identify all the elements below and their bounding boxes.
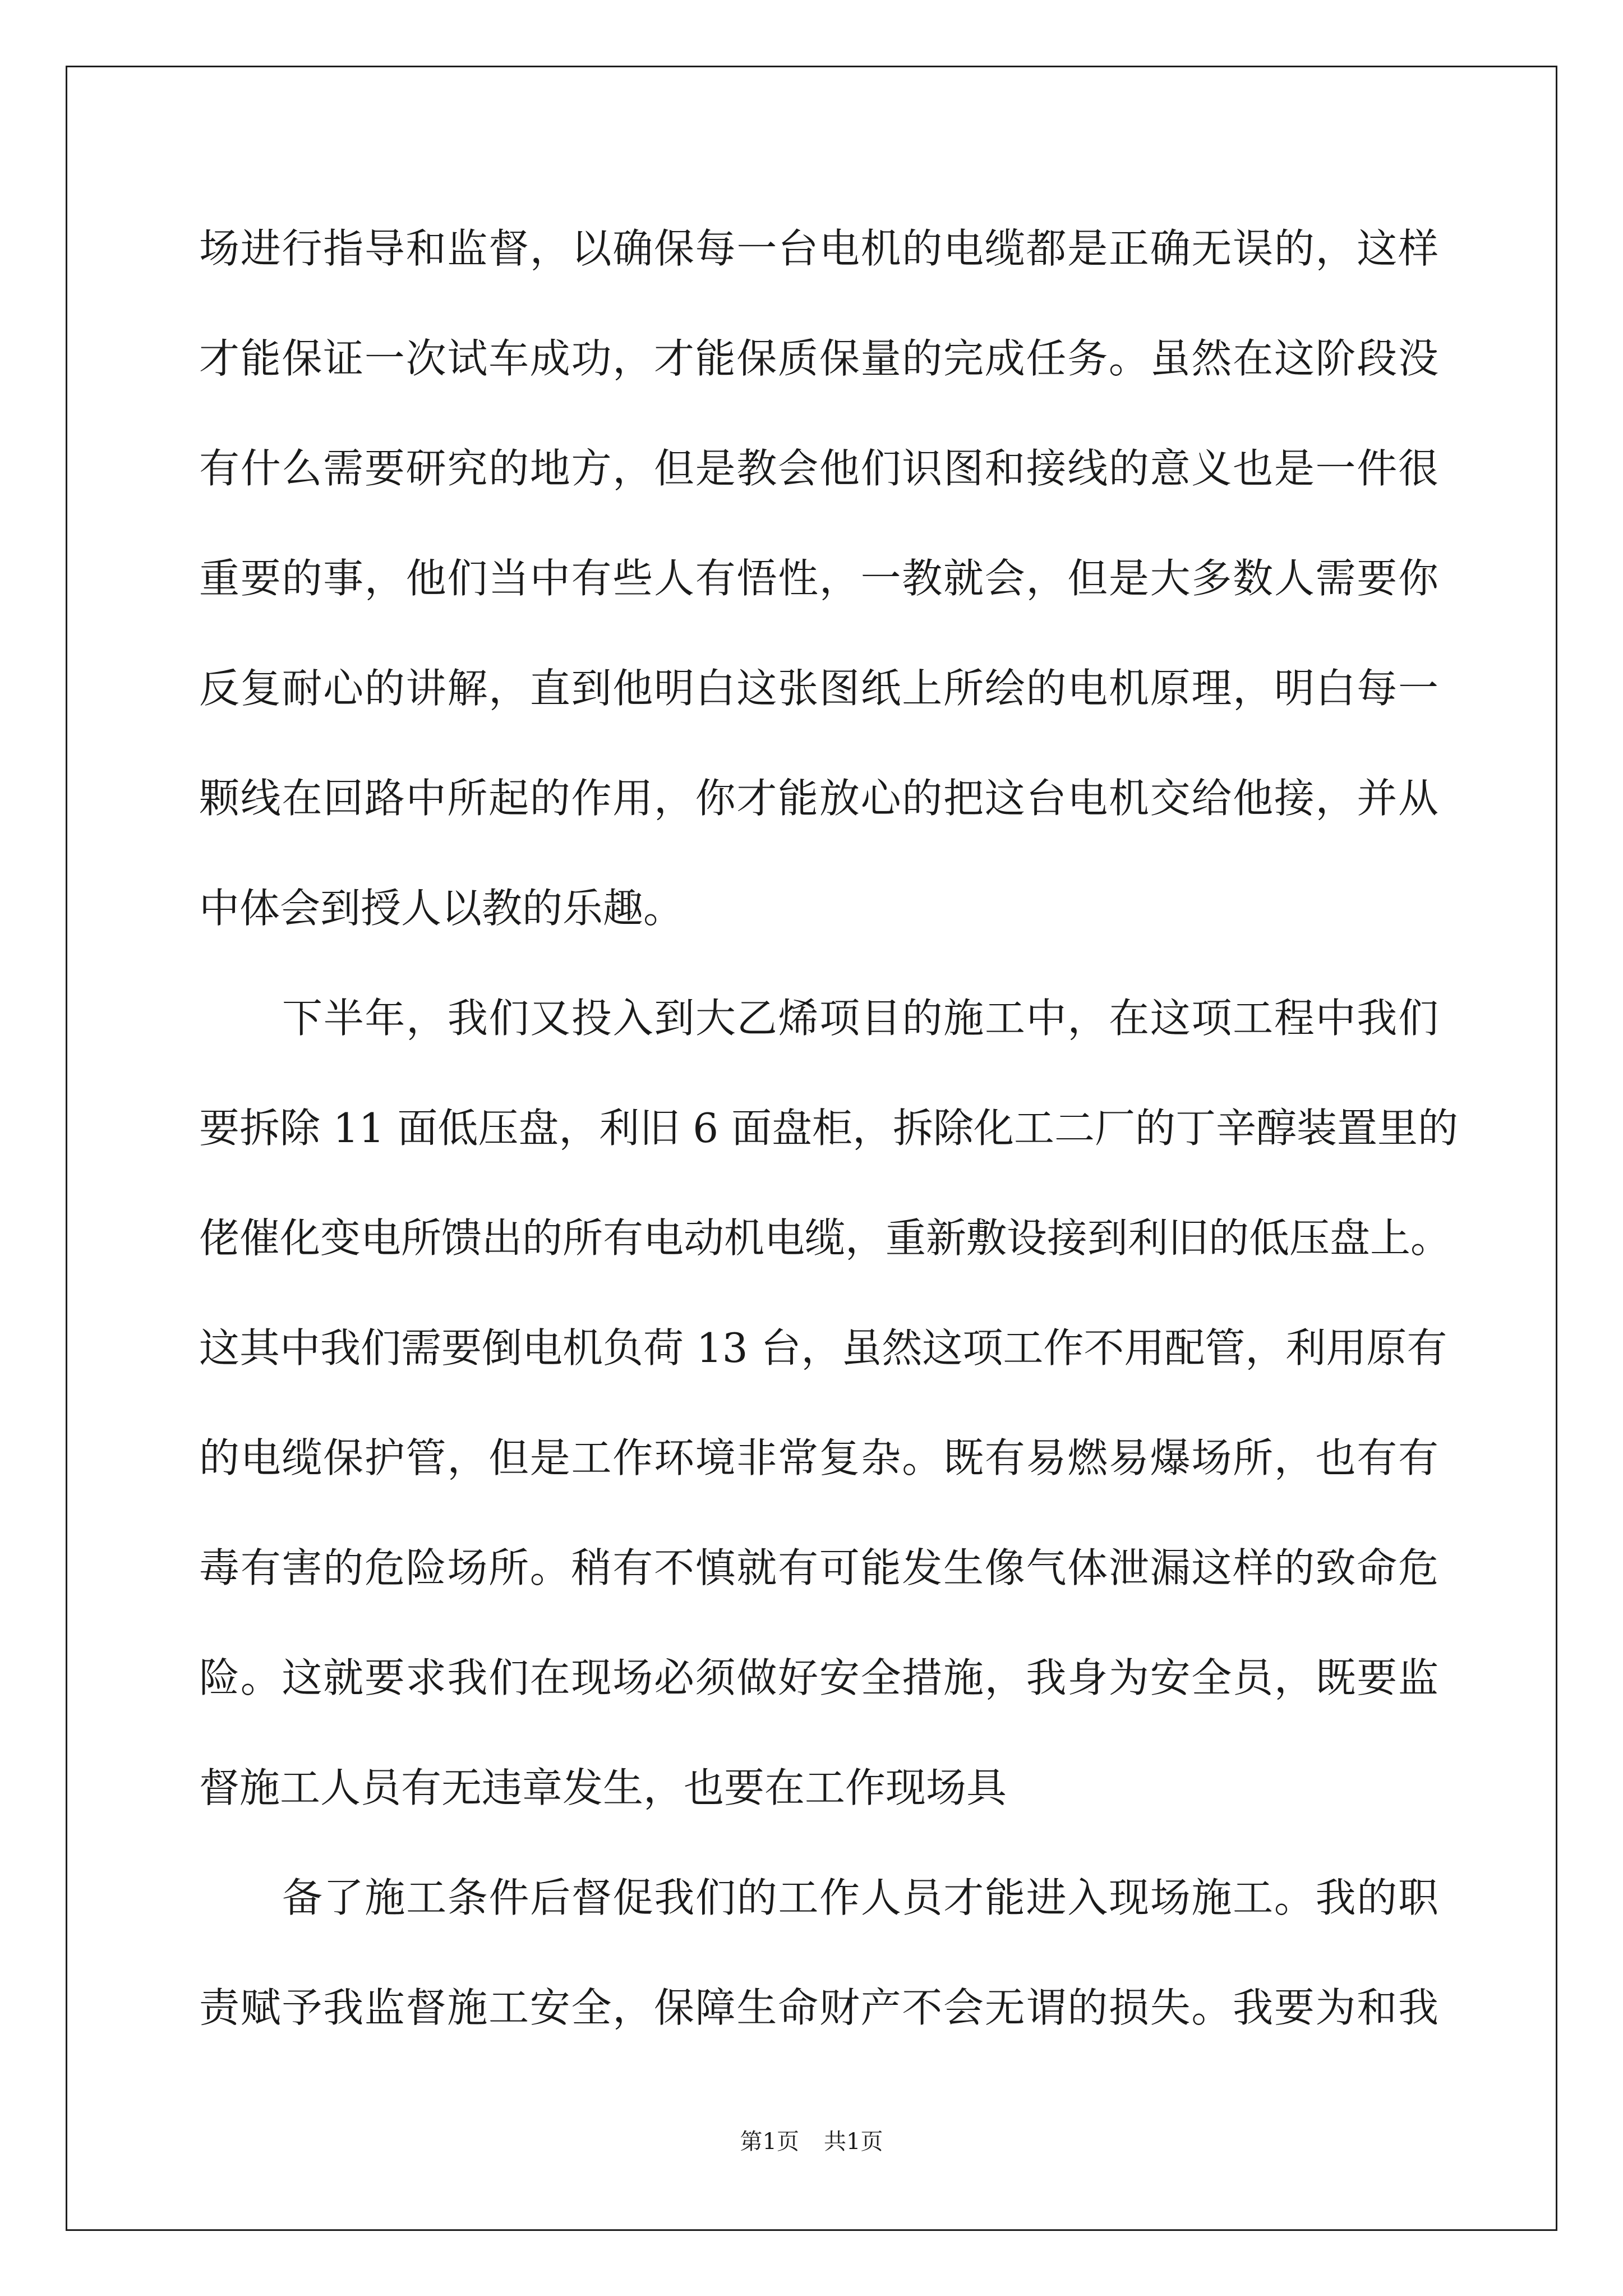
text-line-16: 备了施工条件后督促我们的工作人员才能进入现场施工。我的职: [282, 1874, 1438, 1921]
text-line-11: 这其中我们需要倒电机负荷 13 台，虽然这项工作不用配管，利用原有: [199, 1324, 1447, 1372]
text-line-15: 督施工人员有无违章发生，也要在工作现场具: [199, 1764, 1007, 1811]
text-line-17: 责赋予我监督施工安全，保障生命财产不会无谓的损失。我要为和我: [199, 1984, 1438, 2031]
text-line-4: 重要的事，他们当中有些人有悟性，一教就会，但是大多数人需要你: [199, 555, 1438, 602]
text-line-9: 要拆除 11 面低压盘，利旧 6 面盘柜，拆除化工二厂的丁辛醇装置里的: [199, 1105, 1458, 1152]
text-line-10: 佬催化变电所馈出的所有电动机电缆，重新敷设接到利旧的低压盘上。: [199, 1214, 1451, 1262]
page-number-current: 第1页: [740, 2129, 799, 2155]
text-line-6: 颗线在回路中所起的作用，你才能放心的把这台电机交给他接，并从: [199, 775, 1438, 822]
text-line-8: 下半年，我们又投入到大乙烯项目的施工中，在这项工程中我们: [282, 995, 1438, 1042]
document-body: [199, 194, 1458, 2063]
page-number-total: 共1页: [824, 2129, 883, 2155]
text-line-5: 反复耐心的讲解，直到他明白这张图纸上所绘的电机原理，明白每一: [199, 665, 1438, 712]
text-line-2: 才能保证一次试车成功，才能保质保量的完成任务。虽然在这阶段没: [199, 335, 1438, 382]
text-line-3: 有什么需要研究的地方，但是教会他们识图和接线的意义也是一件很: [199, 445, 1438, 492]
text-line-13: 毒有害的危险场所。稍有不慎就有可能发生像气体泄漏这样的致命危: [199, 1544, 1438, 1591]
text-line-7: 中体会到授人以教的乐趣。: [199, 885, 684, 932]
text-line-12: 的电缆保护管，但是工作环境非常复杂。既有易燃易爆场所，也有有: [199, 1434, 1438, 1481]
text-line-1: 场进行指导和监督，以确保每一台电机的电缆都是正确无误的，这样: [199, 225, 1438, 272]
text-line-14: 险。这就要求我们在现场必须做好安全措施，我身为安全员，既要监: [199, 1654, 1438, 1701]
page-footer: [0, 2125, 1623, 2159]
